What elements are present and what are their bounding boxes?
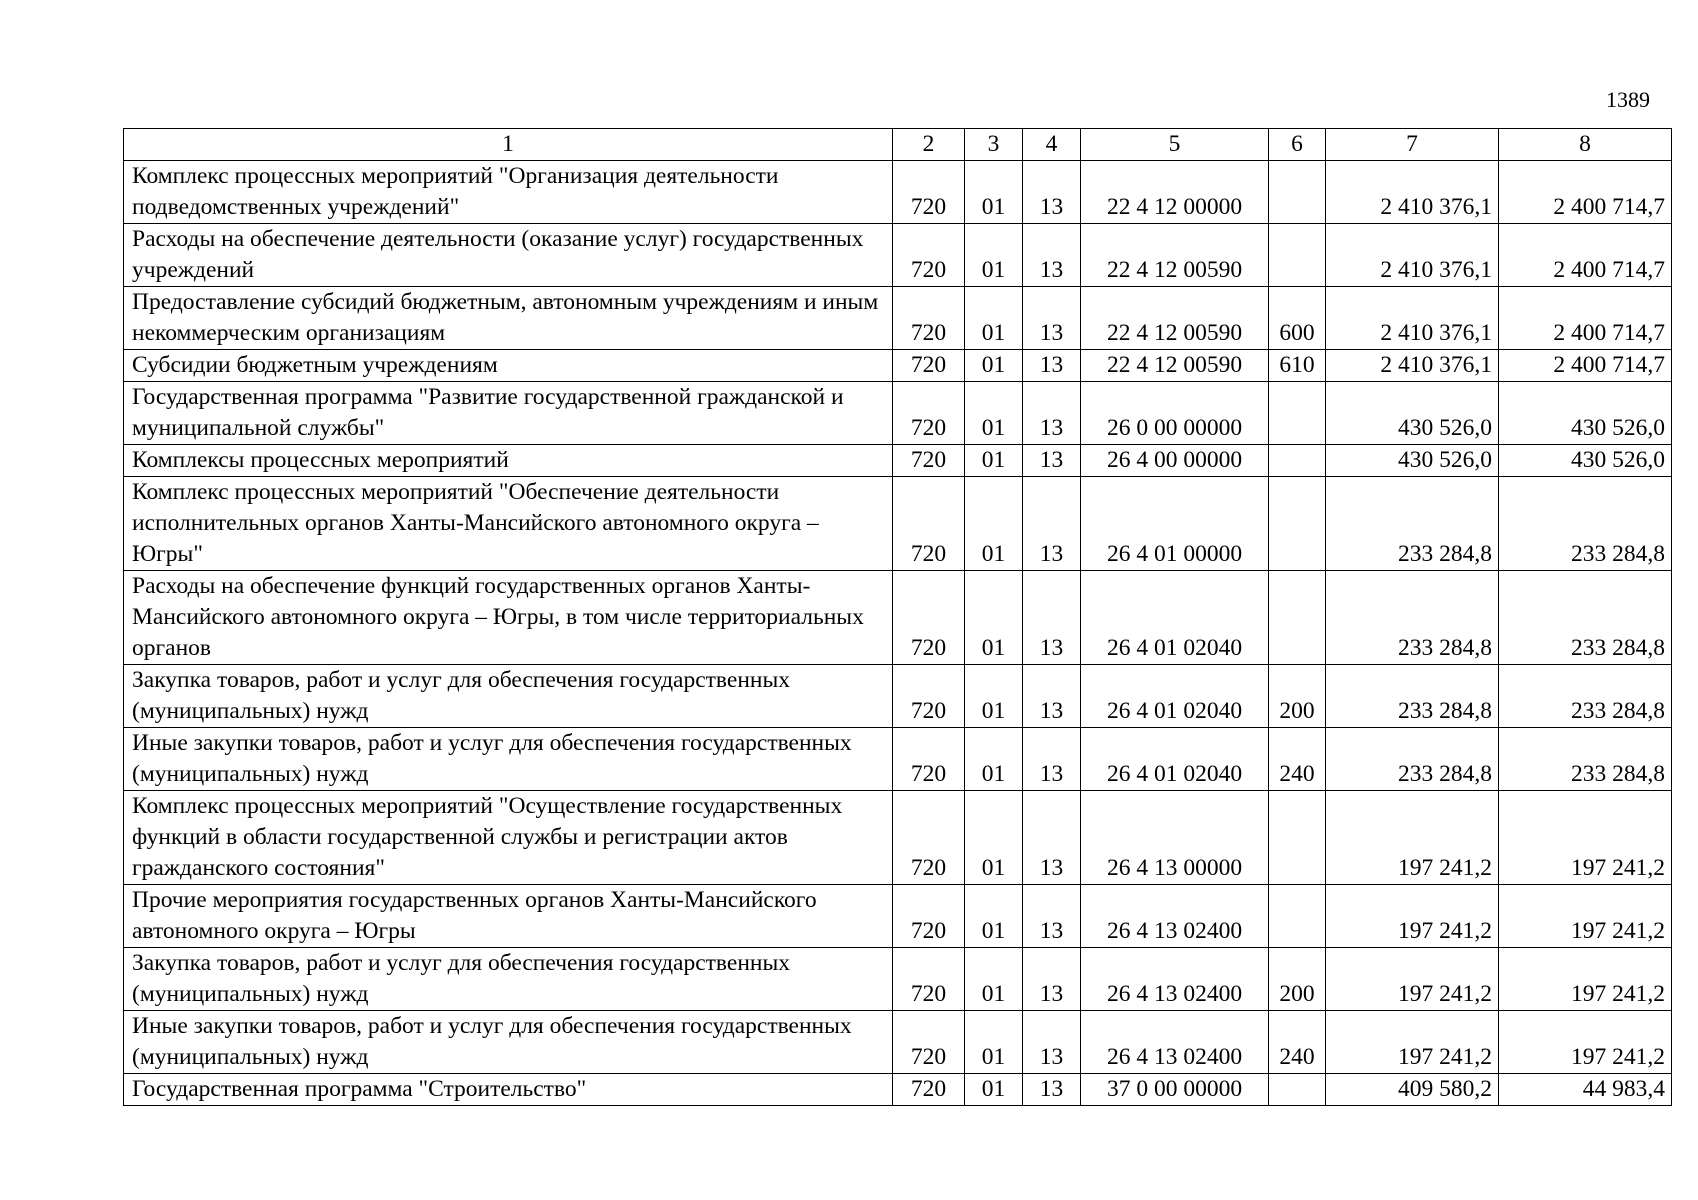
item-name: Субсидии бюджетным учреждениям: [124, 350, 893, 382]
target-article-code: 22 4 12 00590: [1081, 287, 1269, 350]
section-code: 01: [965, 224, 1023, 287]
item-name: Иные закупки товаров, работ и услуг для обеспечения государственных (муниципальных) нужд: [124, 728, 893, 791]
section-code: 01: [965, 382, 1023, 445]
ministry-code: 720: [893, 161, 965, 224]
table-row: [124, 1074, 1672, 1106]
amount-year-2: 44 983,4: [1499, 1074, 1672, 1106]
table-row: [124, 287, 1672, 350]
expense-type-code: 240: [1269, 728, 1326, 791]
target-article-code: 26 4 01 00000: [1081, 477, 1269, 571]
subsection-code: 13: [1023, 382, 1081, 445]
amount-year-2: 2 400 714,7: [1499, 350, 1672, 382]
expense-type-code: [1269, 161, 1326, 224]
amount-year-1: 233 284,8: [1326, 728, 1499, 791]
column-header: 5: [1081, 129, 1269, 161]
target-article-code: 22 4 12 00000: [1081, 161, 1269, 224]
section-code: 01: [965, 665, 1023, 728]
amount-year-2: 197 241,2: [1499, 791, 1672, 885]
expense-type-code: 200: [1269, 948, 1326, 1011]
amount-year-2: 233 284,8: [1499, 665, 1672, 728]
amount-year-1: 233 284,8: [1326, 477, 1499, 571]
section-code: 01: [965, 948, 1023, 1011]
amount-year-2: 2 400 714,7: [1499, 224, 1672, 287]
table-row: [124, 477, 1672, 571]
target-article-code: 26 4 13 00000: [1081, 791, 1269, 885]
subsection-code: 13: [1023, 350, 1081, 382]
table-row: [124, 445, 1672, 477]
ministry-code: 720: [893, 382, 965, 445]
amount-year-2: 197 241,2: [1499, 1011, 1672, 1074]
target-article-code: 22 4 12 00590: [1081, 350, 1269, 382]
amount-year-2: 233 284,8: [1499, 571, 1672, 665]
table-row: [124, 571, 1672, 665]
target-article-code: 26 4 13 02400: [1081, 1011, 1269, 1074]
item-name: Предоставление субсидий бюджетным, автономным учреждениям и иным некоммерческим организациям: [124, 287, 893, 350]
target-article-code: 26 4 01 02040: [1081, 728, 1269, 791]
ministry-code: 720: [893, 1011, 965, 1074]
item-name: Расходы на обеспечение деятельности (оказание услуг) государственных учреждений: [124, 224, 893, 287]
column-header: 8: [1499, 129, 1672, 161]
item-name: Комплекс процессных мероприятий "Организация деятельности подведомственных учреждений": [124, 161, 893, 224]
subsection-code: 13: [1023, 1074, 1081, 1106]
item-name: Государственная программа "Развитие государственной гражданской и муниципальной службы": [124, 382, 893, 445]
expense-type-code: [1269, 571, 1326, 665]
amount-year-1: 233 284,8: [1326, 665, 1499, 728]
section-code: 01: [965, 445, 1023, 477]
section-code: 01: [965, 1074, 1023, 1106]
amount-year-1: 2 410 376,1: [1326, 287, 1499, 350]
column-header: 2: [893, 129, 965, 161]
target-article-code: 26 4 13 02400: [1081, 885, 1269, 948]
table-row: [124, 791, 1672, 885]
amount-year-1: 197 241,2: [1326, 1011, 1499, 1074]
ministry-code: 720: [893, 571, 965, 665]
ministry-code: 720: [893, 791, 965, 885]
header-row: [124, 129, 1672, 161]
table-row: [124, 382, 1672, 445]
amount-year-1: 2 410 376,1: [1326, 161, 1499, 224]
amount-year-2: 2 400 714,7: [1499, 287, 1672, 350]
section-code: 01: [965, 350, 1023, 382]
amount-year-1: 2 410 376,1: [1326, 350, 1499, 382]
amount-year-2: 233 284,8: [1499, 728, 1672, 791]
section-code: 01: [965, 477, 1023, 571]
amount-year-1: 233 284,8: [1326, 571, 1499, 665]
amount-year-2: 430 526,0: [1499, 382, 1672, 445]
column-header: 6: [1269, 129, 1326, 161]
ministry-code: 720: [893, 224, 965, 287]
amount-year-2: 197 241,2: [1499, 885, 1672, 948]
expense-type-code: [1269, 885, 1326, 948]
table-row: [124, 728, 1672, 791]
expense-type-code: [1269, 382, 1326, 445]
amount-year-1: 409 580,2: [1326, 1074, 1499, 1106]
item-name: Комплексы процессных мероприятий: [124, 445, 893, 477]
expense-type-code: [1269, 477, 1326, 571]
table-row: [124, 1011, 1672, 1074]
section-code: 01: [965, 161, 1023, 224]
item-name: Закупка товаров, работ и услуг для обеспечения государственных (муниципальных) нужд: [124, 948, 893, 1011]
target-article-code: 37 0 00 00000: [1081, 1074, 1269, 1106]
amount-year-2: 233 284,8: [1499, 477, 1672, 571]
expense-type-code: 200: [1269, 665, 1326, 728]
section-code: 01: [965, 885, 1023, 948]
amount-year-2: 2 400 714,7: [1499, 161, 1672, 224]
expense-type-code: 240: [1269, 1011, 1326, 1074]
page-number: 1389: [1606, 87, 1650, 112]
ministry-code: 720: [893, 350, 965, 382]
subsection-code: 13: [1023, 445, 1081, 477]
item-name: Расходы на обеспечение функций государственных органов Ханты-Мансийского автономного округа – Югры, в том числе территориальных органов: [124, 571, 893, 665]
amount-year-1: 197 241,2: [1326, 948, 1499, 1011]
ministry-code: 720: [893, 1074, 965, 1106]
target-article-code: 26 0 00 00000: [1081, 382, 1269, 445]
expense-type-code: 600: [1269, 287, 1326, 350]
item-name: Иные закупки товаров, работ и услуг для обеспечения государственных (муниципальных) нужд: [124, 1011, 893, 1074]
item-name: Прочие мероприятия государственных органов Ханты-Мансийского автономного округа – Югры: [124, 885, 893, 948]
table-row: [124, 161, 1672, 224]
amount-year-2: 197 241,2: [1499, 948, 1672, 1011]
amount-year-1: 430 526,0: [1326, 445, 1499, 477]
amount-year-1: 430 526,0: [1326, 382, 1499, 445]
amount-year-1: 2 410 376,1: [1326, 224, 1499, 287]
subsection-code: 13: [1023, 287, 1081, 350]
target-article-code: 26 4 01 02040: [1081, 665, 1269, 728]
section-code: 01: [965, 1011, 1023, 1074]
ministry-code: 720: [893, 885, 965, 948]
subsection-code: 13: [1023, 571, 1081, 665]
section-code: 01: [965, 728, 1023, 791]
column-header: 1: [124, 129, 893, 161]
table-row: [124, 948, 1672, 1011]
subsection-code: 13: [1023, 885, 1081, 948]
table-row: [124, 665, 1672, 728]
budget-table: [123, 128, 1672, 1106]
target-article-code: 26 4 13 02400: [1081, 948, 1269, 1011]
item-name: Комплекс процессных мероприятий "Осуществление государственных функций в области государственной службы и регистрации актов гражданского состояния": [124, 791, 893, 885]
subsection-code: 13: [1023, 224, 1081, 287]
expense-type-code: [1269, 791, 1326, 885]
expense-type-code: [1269, 1074, 1326, 1106]
ministry-code: 720: [893, 287, 965, 350]
table-row: [124, 350, 1672, 382]
target-article-code: 22 4 12 00590: [1081, 224, 1269, 287]
subsection-code: 13: [1023, 665, 1081, 728]
amount-year-2: 430 526,0: [1499, 445, 1672, 477]
target-article-code: 26 4 01 02040: [1081, 571, 1269, 665]
expense-type-code: 610: [1269, 350, 1326, 382]
ministry-code: 720: [893, 477, 965, 571]
item-name: Закупка товаров, работ и услуг для обеспечения государственных (муниципальных) нужд: [124, 665, 893, 728]
column-header: 3: [965, 129, 1023, 161]
amount-year-1: 197 241,2: [1326, 791, 1499, 885]
column-header: 4: [1023, 129, 1081, 161]
subsection-code: 13: [1023, 161, 1081, 224]
ministry-code: 720: [893, 445, 965, 477]
amount-year-1: 197 241,2: [1326, 885, 1499, 948]
subsection-code: 13: [1023, 948, 1081, 1011]
subsection-code: 13: [1023, 791, 1081, 885]
item-name: Комплекс процессных мероприятий "Обеспечение деятельности исполнительных органов Ханты-Мансийского автономного округа – Югры": [124, 477, 893, 571]
target-article-code: 26 4 00 00000: [1081, 445, 1269, 477]
expense-type-code: [1269, 224, 1326, 287]
column-header: 7: [1326, 129, 1499, 161]
subsection-code: 13: [1023, 1011, 1081, 1074]
section-code: 01: [965, 287, 1023, 350]
ministry-code: 720: [893, 728, 965, 791]
expense-type-code: [1269, 445, 1326, 477]
subsection-code: 13: [1023, 477, 1081, 571]
table-row: [124, 224, 1672, 287]
section-code: 01: [965, 791, 1023, 885]
item-name: Государственная программа "Строительство": [124, 1074, 893, 1106]
ministry-code: 720: [893, 948, 965, 1011]
ministry-code: 720: [893, 665, 965, 728]
table-row: [124, 885, 1672, 948]
subsection-code: 13: [1023, 728, 1081, 791]
section-code: 01: [965, 571, 1023, 665]
